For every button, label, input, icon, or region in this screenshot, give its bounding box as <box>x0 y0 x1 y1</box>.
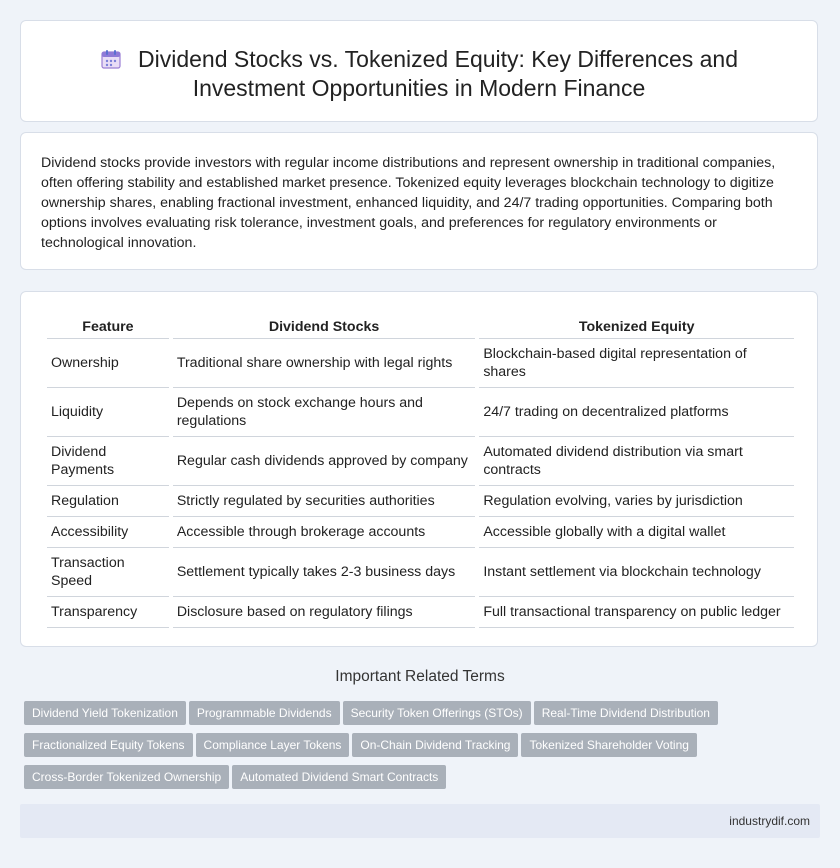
table-row <box>47 339 794 388</box>
title-card <box>20 20 818 122</box>
feature-cell: Regulation <box>47 486 169 517</box>
tokenized-equity-cell: Regulation evolving, varies by jurisdiction <box>479 486 794 517</box>
dividend-stocks-cell: Strictly regulated by securities authorities <box>173 486 476 517</box>
table-row <box>47 517 794 548</box>
dividend-stocks-cell: Accessible through brokerage accounts <box>173 517 476 548</box>
related-term-tag[interactable]: Compliance Layer Tokens <box>196 733 350 757</box>
table-header-row <box>47 316 794 339</box>
related-term-tag[interactable]: On-Chain Dividend Tracking <box>352 733 518 757</box>
related-term-tag[interactable]: Real-Time Dividend Distribution <box>534 701 718 725</box>
related-terms-title: Important Related Terms <box>335 668 505 685</box>
feature-cell: Ownership <box>47 339 169 388</box>
feature-cell: Transaction Speed <box>47 548 169 597</box>
feature-cell: Transparency <box>47 597 169 628</box>
footer-site-link[interactable]: industrydif.com <box>729 814 810 828</box>
header-dividend-stocks: Dividend Stocks <box>173 316 476 339</box>
header-tokenized-equity: Tokenized Equity <box>479 316 794 339</box>
table-row <box>47 437 794 486</box>
tokenized-equity-cell: Instant settlement via blockchain technology <box>479 548 794 597</box>
related-term-tag[interactable]: Cross-Border Tokenized Ownership <box>24 765 229 789</box>
dividend-stocks-cell: Disclosure based on regulatory filings <box>173 597 476 628</box>
related-term-tag[interactable]: Tokenized Shareholder Voting <box>521 733 696 757</box>
table-row <box>47 548 794 597</box>
related-term-tag[interactable]: Automated Dividend Smart Contracts <box>232 765 446 789</box>
tokenized-equity-cell: Accessible globally with a digital wallet <box>479 517 794 548</box>
comparison-table <box>43 316 798 628</box>
table-row <box>47 486 794 517</box>
dividend-stocks-cell: Traditional share ownership with legal rights <box>173 339 476 388</box>
dividend-stocks-cell: Depends on stock exchange hours and regulations <box>173 388 476 437</box>
page-title <box>61 45 777 103</box>
related-term-tag[interactable]: Fractionalized Equity Tokens <box>24 733 193 757</box>
table-row <box>47 597 794 628</box>
feature-cell: Dividend Payments <box>47 437 169 486</box>
intro-paragraph: Dividend stocks provide investors with regular income distributions and represent ownership in traditional companies, often offering stability and established market presence. Tokenized equity leverages blockchain technology to digitize ownership shares, enabling fractional investment, enhanced liquidity, and 24/7 trading opportunities. Comparing both options involves evaluating risk tolerance, investment goals, and preferences for regulatory environments or technological innovation. <box>41 155 776 251</box>
header-feature: Feature <box>47 316 169 339</box>
page-title-text: Dividend Stocks vs. Tokenized Equity: Key Differences and Investment Opportunities in Modern Finance <box>137 46 739 101</box>
tokenized-equity-cell: Full transactional transparency on public ledger <box>479 597 794 628</box>
calendar-icon <box>100 48 122 70</box>
related-term-tag[interactable]: Dividend Yield Tokenization <box>24 701 186 725</box>
table-row <box>47 388 794 437</box>
footer <box>20 804 820 838</box>
tokenized-equity-cell: Automated dividend distribution via smart contracts <box>479 437 794 486</box>
intro-card <box>20 132 818 270</box>
tokenized-equity-cell: Blockchain-based digital representation of shares <box>479 339 794 388</box>
related-terms-list <box>24 701 804 797</box>
feature-cell: Liquidity <box>47 388 169 437</box>
feature-cell: Accessibility <box>47 517 169 548</box>
comparison-card <box>20 291 818 647</box>
related-term-tag[interactable]: Security Token Offerings (STOs) <box>343 701 531 725</box>
dividend-stocks-cell: Regular cash dividends approved by company <box>173 437 476 486</box>
dividend-stocks-cell: Settlement typically takes 2-3 business days <box>173 548 476 597</box>
tokenized-equity-cell: 24/7 trading on decentralized platforms <box>479 388 794 437</box>
related-term-tag[interactable]: Programmable Dividends <box>189 701 340 725</box>
